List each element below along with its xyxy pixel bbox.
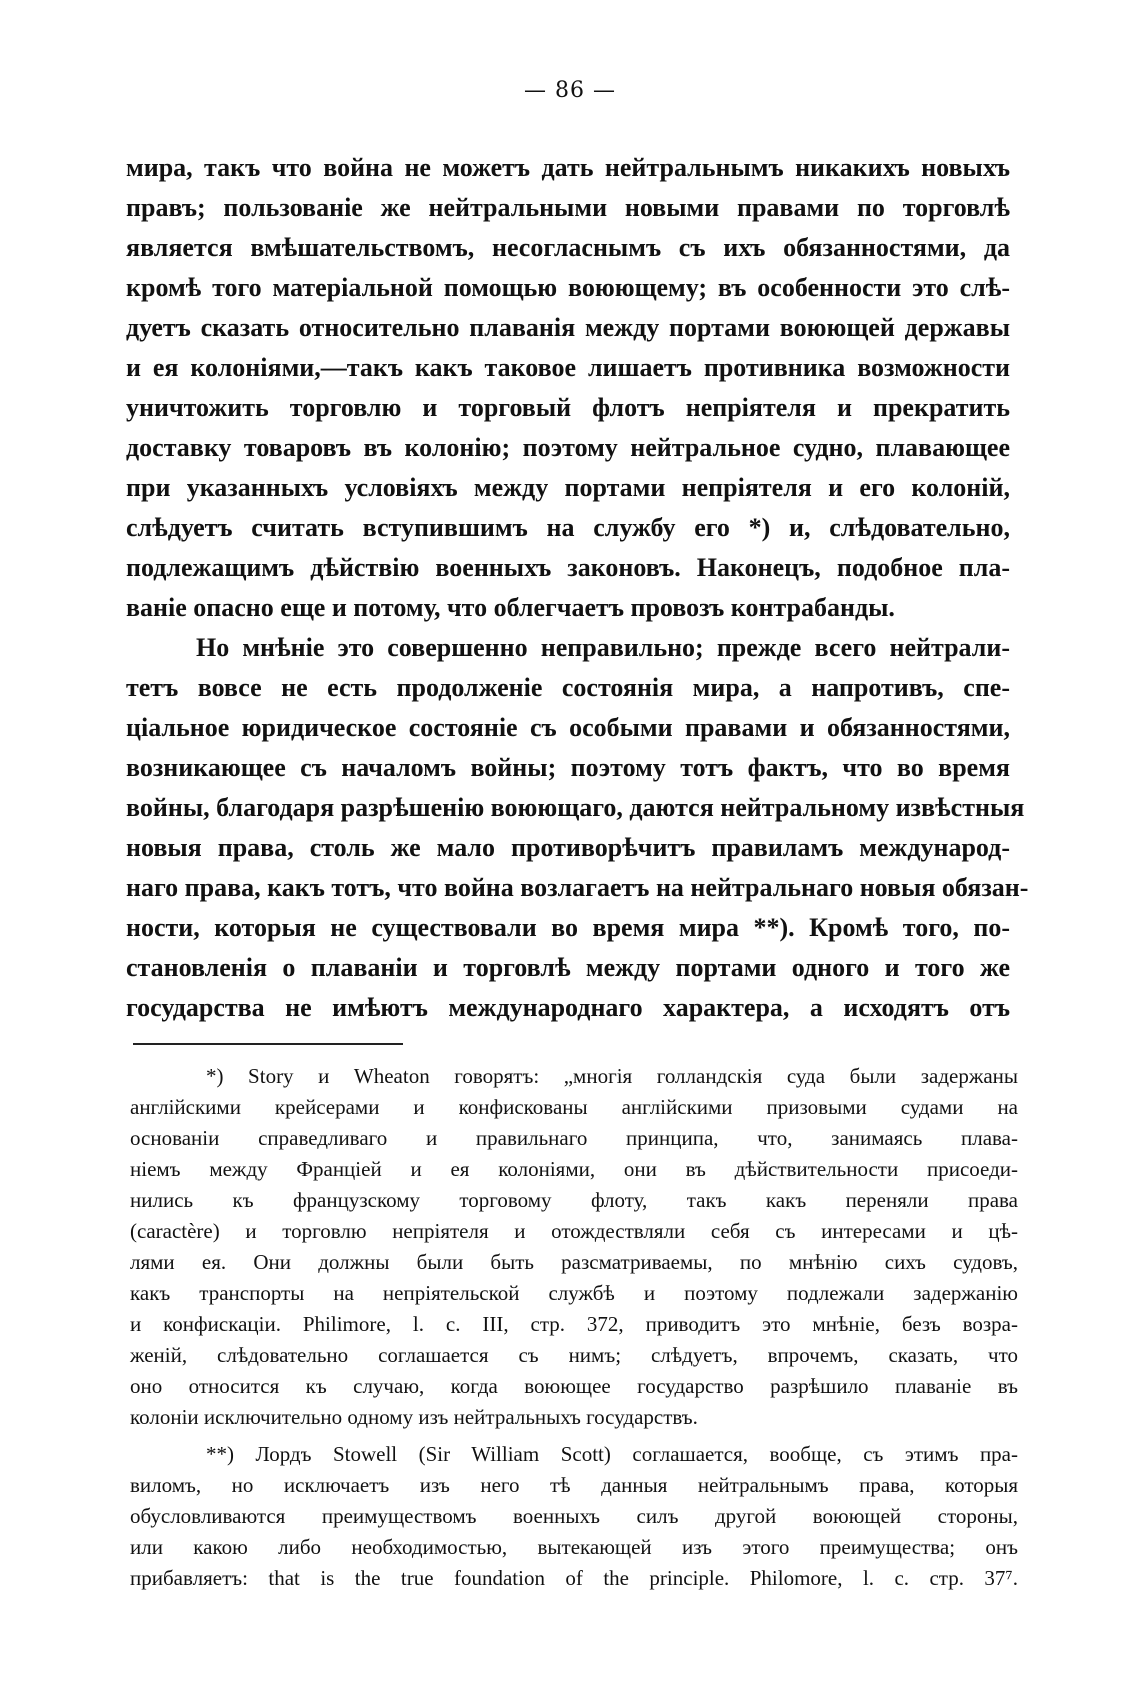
page-number: — 86 — [524, 78, 616, 103]
footnote-line: женій, слѣдовательно соглашается съ нимъ; слѣдуетъ, впрочемъ, сказать, что [130, 1343, 1018, 1367]
text-line: возникающее съ началомъ войны; поэтому тотъ фактъ, что во время [126, 753, 1010, 782]
text-line: новыя права, столь же мало противорѣчитъ правиламъ международ- [126, 833, 1010, 862]
footnote-line: и конфискаціи. Philimore, l. c. III, стр. 372, приводитъ это мнѣніе, безъ возра- [130, 1312, 1018, 1336]
text-line: правъ; пользованіе же нейтральными новыми правами по торговлѣ [126, 193, 1010, 222]
text-line: ціальное юридическое состояніе съ особыми правами и обязанностями, [126, 713, 1010, 742]
footnote-line: виломъ, но исключаетъ изъ него тѣ данныя нейтральнымъ права, которыя [130, 1473, 1018, 1497]
text-line: мира, такъ что война не можетъ дать нейтральнымъ никакихъ новыхъ [126, 153, 1010, 182]
text-line: ности, которыя не существовали во время мира **). Кромѣ того, по- [126, 913, 1010, 942]
footnote-line: ніемъ между Франціей и ея колоніями, они въ дѣйствительности присоеди- [130, 1157, 1018, 1181]
footnote-line: англійскими крейсерами и конфискованы англійскими призовыми судами на [130, 1095, 1018, 1119]
footnotes [130, 1061, 1018, 1594]
text-line: уничтожить торговлю и торговый флотъ непріятеля и прекратить [126, 393, 1010, 422]
text-line: тетъ вовсе не есть продолженіе состоянія мира, а напротивъ, спе- [126, 673, 1010, 702]
paragraph-end-line: ваніе опасно еще и потому, что облегчаетъ провозъ контрабанды. [126, 593, 895, 622]
text-line: кромѣ того матеріальной помощью воюющему; въ особенности это слѣ- [126, 273, 1010, 302]
text-line: наго права, какъ тотъ, что война возлагаетъ на нейтральнаго новыя обязан- [126, 873, 1029, 902]
footnote-line: лями ея. Они должны были быть разсматриваемы, по мнѣнію сихъ судовъ, [130, 1250, 1018, 1274]
footnote-line: обусловливаются преимуществомъ военныхъ силъ другой воюющей стороны, [130, 1504, 1018, 1528]
text-line: становленія о плаваніи и торговлѣ между портами одного и того же [126, 953, 1010, 982]
footnote-line: (caractère) и торговлю непріятеля и отождествляли себя съ интересами и цѣ- [130, 1219, 1018, 1243]
text-line: является вмѣшательствомъ, несогласнымъ съ ихъ обязанностями, да [126, 233, 1010, 262]
main-text [126, 148, 1029, 1028]
footnote-line: оно относится къ случаю, когда воюющее государство разрѣшило плаваніе въ [130, 1374, 1018, 1398]
text-line: и ея колоніями,—такъ какъ таковое лишаетъ противника возможности [126, 353, 1010, 382]
footnote-line: прибавляетъ: that is the true foundation of the principle. Philomore, l. c. стр. 37⁷. [130, 1566, 1018, 1590]
footnote-2-start: **) Лордъ Stowell (Sir William Scott) соглашается, вообще, съ этимъ пра- [206, 1442, 1018, 1466]
footnote-line: или какою либо необходимостью, вытекающей изъ этого преимущества; онъ [130, 1535, 1018, 1559]
text-line: слѣдуетъ считать вступившимъ на службу его *) и, слѣдовательно, [126, 513, 1010, 542]
text-line: дуетъ сказать относительно плаванія между портами воюющей державы [126, 313, 1010, 342]
paragraph-start-line: Но мнѣніе это совершенно неправильно; прежде всего нейтрали- [196, 633, 1010, 662]
text-line: государства не имѣютъ международнаго характера, а исходятъ отъ [126, 993, 1010, 1022]
footnote-line: основаніи справедливаго и правильнаго принципа, что, занимаясь плава- [130, 1126, 1018, 1150]
text-line: подлежащимъ дѣйствію военныхъ законовъ. Наконецъ, подобное пла- [126, 553, 1010, 582]
footnote-line: какъ транспорты на непріятельской службѣ и поэтому подлежали задержанію [130, 1281, 1018, 1305]
footnote-1-end: колоніи исключительно одному изъ нейтральныхъ государствъ. [130, 1405, 698, 1429]
text-line: при указанныхъ условіяхъ между портами непріятеля и его колоній, [126, 473, 1010, 502]
footnote-separator [133, 1043, 403, 1045]
footnote-line: нились къ французскому торговому флоту, такъ какъ переняли права [130, 1188, 1018, 1212]
text-line: войны, благодаря разрѣшенію воюющаго, даются нейтральному извѣстныя [126, 793, 1025, 822]
footnote-1-start: *) Story и Wheaton говорятъ: „многія голландскія суда были задержаны [206, 1064, 1018, 1088]
text-line: доставку товаровъ въ колонію; поэтому нейтральное судно, плавающее [126, 433, 1010, 462]
